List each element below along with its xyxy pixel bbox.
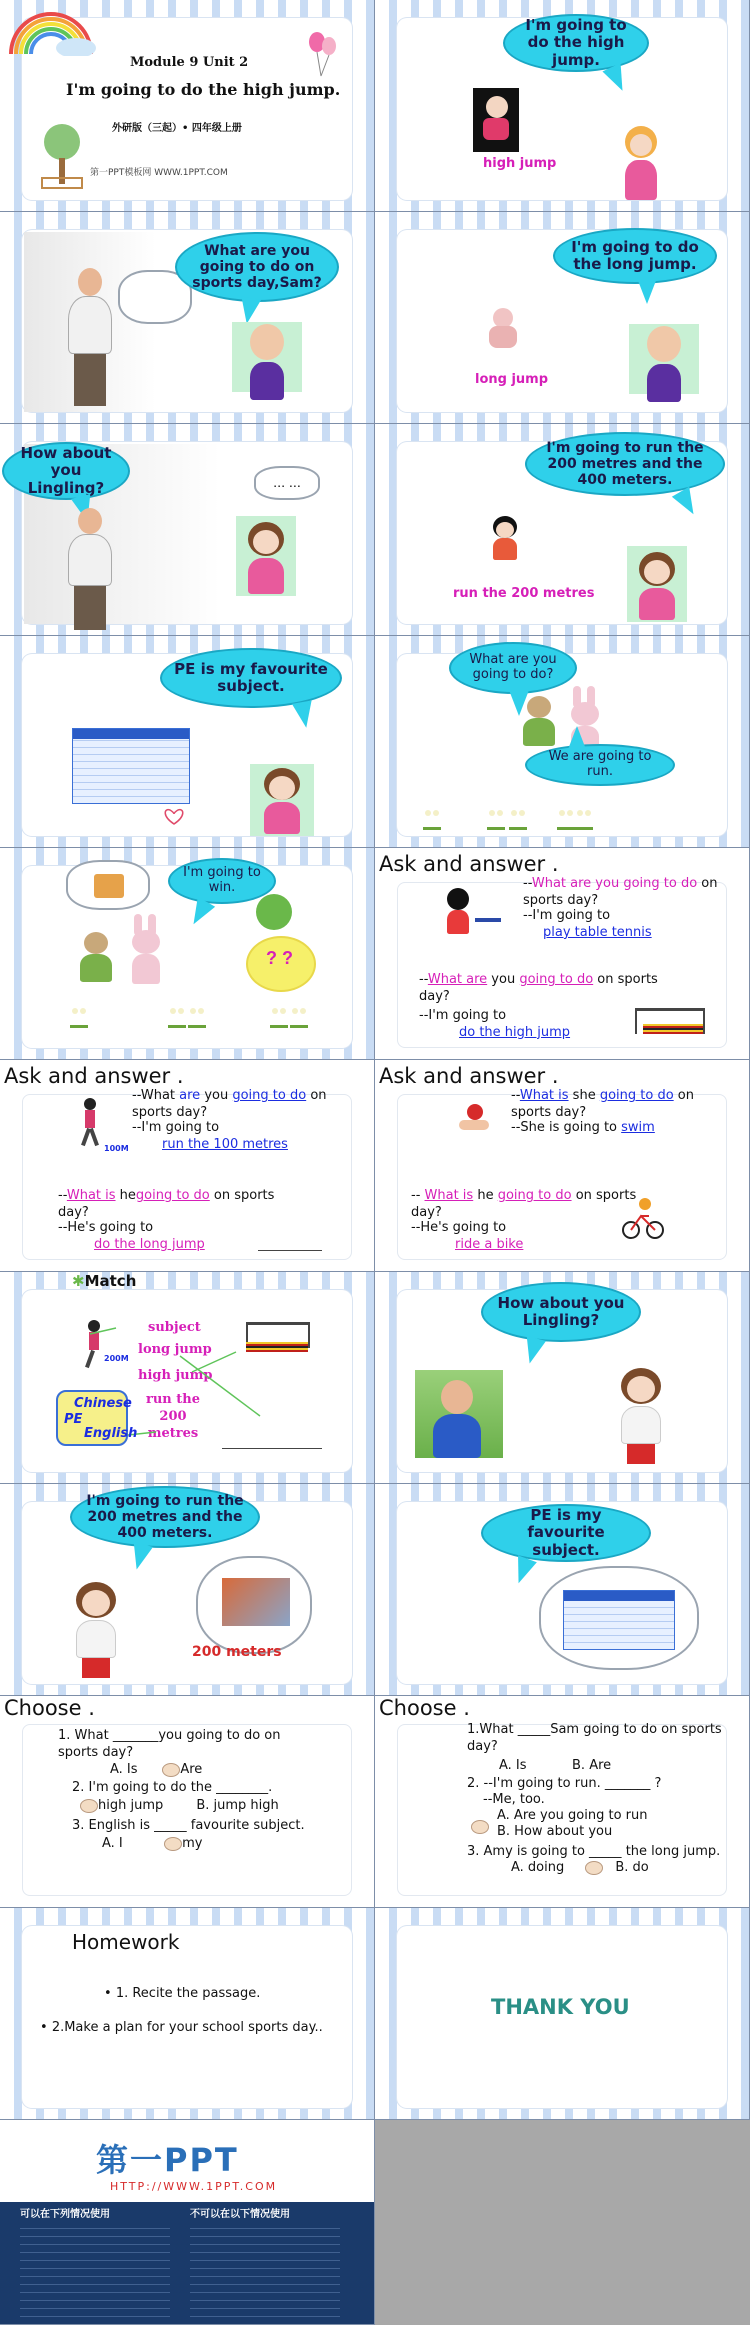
answer-1: --I'm going to run the 100 metres: [132, 1120, 288, 1152]
bubble-tail: [637, 278, 657, 304]
q3-options: A. I my: [102, 1836, 203, 1851]
speech-bubble: [160, 648, 342, 708]
pig-icon: [80, 1799, 98, 1813]
speech-bubble: [481, 1504, 651, 1562]
question-1: --What is she going to do on sports day?: [511, 1088, 694, 1120]
q1-options: A. Is B. Are: [499, 1758, 612, 1773]
lingling-image: [627, 546, 687, 622]
answer-2: --He's going to ride a bike: [411, 1220, 524, 1252]
q2-option-b: B. How about you: [497, 1824, 613, 1839]
answer-1: --She is going to swim: [511, 1120, 655, 1135]
q1-option-a: A. Is Are: [110, 1762, 203, 1777]
question-2: --What is hegoing to do on sports day?: [58, 1188, 275, 1220]
mat-image: [246, 1342, 308, 1352]
slide-2-high-jump[interactable]: [375, 0, 750, 212]
module-label: Module 9 Unit 2: [130, 55, 249, 70]
high-jump-bar-image: [635, 1008, 705, 1011]
rabbit-image: [124, 914, 168, 986]
q2-options: high jump B. jump high: [80, 1798, 279, 1815]
thank-you-text: THANK YOU: [491, 1995, 630, 2019]
question-2: 2. --I'm going to run. _______ ?: [467, 1776, 662, 1791]
subject-pe: PE: [64, 1412, 83, 1427]
speech-bubble: [525, 432, 725, 496]
pig-icon: [585, 1861, 603, 1875]
homework-item-1: • 1. Recite the passage.: [104, 1986, 261, 2001]
thought-cloud: [254, 466, 320, 500]
high-jump-caption: high jump: [483, 156, 557, 171]
bubble-text: I'm going to run the 200 metres and the 400 meters.: [546, 439, 704, 489]
cloud-text: … …: [273, 476, 301, 490]
q2-reply: --Me, too.: [483, 1792, 545, 1807]
speech-bubble: [70, 1486, 260, 1548]
heart-icon: [160, 808, 188, 826]
sam-image: [244, 324, 288, 402]
bike-icon: [621, 1196, 665, 1240]
flower-icon: [290, 1006, 308, 1028]
speech-bubble: [481, 1282, 641, 1342]
subject-chinese: Chinese: [74, 1396, 132, 1411]
park-scene-image: [415, 1370, 503, 1458]
slide-11-ask-answer[interactable]: [0, 1060, 375, 1272]
brand-url: HTTP://WWW.1PPT.COM: [110, 2180, 278, 2193]
flower-icon: [423, 808, 441, 830]
swimmer-image: [457, 1104, 491, 1134]
rainbow-icon: [6, 6, 96, 56]
bubble-text: I'm going to do the high jump.: [525, 16, 627, 69]
allowed-title: 可以在下列情况使用: [20, 2209, 110, 2220]
slide-17-choose[interactable]: [0, 1696, 375, 1908]
bubble-text: What are you going to do?: [469, 652, 557, 682]
brand-logo: 第一PPT: [96, 2141, 239, 2179]
thought-cloud: [196, 1556, 312, 1654]
flower-icon: [509, 808, 527, 830]
bubble-text: I'm going to do the long jump.: [571, 237, 699, 273]
fine-print-right: [190, 2228, 340, 2320]
fine-print-left: [20, 2228, 170, 2320]
slide-21-credits[interactable]: [0, 2120, 375, 2325]
match-item-high-jump: high jump: [138, 1368, 213, 1383]
table-tennis-image: [441, 888, 501, 944]
answer-1: --I'm going to play table tennis: [523, 908, 652, 940]
bubble-text: We are going to run.: [548, 749, 652, 779]
bubble-text: I'm going to win.: [183, 865, 261, 895]
question-1: 1.What _____Sam going to do on sports day?: [467, 1722, 722, 1754]
turtle-image: [519, 696, 559, 748]
slide-3-question-sam[interactable]: [0, 212, 375, 424]
question-3: 3. Amy is going to _____ the long jump.: [467, 1844, 721, 1859]
speech-bubble: [553, 228, 717, 284]
slide-1-title[interactable]: [0, 0, 375, 212]
subject-english: English: [84, 1426, 138, 1441]
empty-grid-cell: [375, 2120, 750, 2325]
slide-8-going-to-run[interactable]: [375, 636, 750, 848]
slide-19-homework[interactable]: [0, 1908, 375, 2120]
pig-icon: [471, 1820, 489, 1834]
long-jump-line: [258, 1250, 322, 1251]
flower-icon: [70, 1006, 88, 1028]
slide-16-pe-favourite[interactable]: [375, 1484, 750, 1696]
slide-heading: Choose .: [379, 1696, 470, 1720]
bubble-text: PE is my favourite subject.: [174, 659, 328, 695]
speech-bubble-1: [449, 642, 577, 694]
runner-image: [78, 1098, 102, 1148]
flower-icon: [487, 808, 505, 830]
question-mark-icon: ? ?: [266, 948, 293, 968]
timetable-image: [563, 1590, 675, 1650]
info-footer: [0, 2202, 375, 2325]
slide-14-how-about[interactable]: [375, 1272, 750, 1484]
bubble-text: PE is my favourite subject.: [527, 1506, 605, 1559]
question-1: --What are you going to do on sports day?: [132, 1088, 327, 1120]
slide-7-pe-favourite[interactable]: [0, 636, 375, 848]
slide-18-choose[interactable]: [375, 1696, 750, 1908]
sparkle-icon: ✱: [72, 1272, 85, 1290]
man-image: [60, 508, 120, 630]
slide-10-ask-answer[interactable]: [375, 848, 750, 1060]
girl-image: [619, 126, 663, 202]
question-3: 3. English is _____ favourite subject.: [72, 1818, 305, 1833]
q2-option-a: A. Are you going to run: [497, 1808, 648, 1823]
speech-bubble-2: [525, 744, 675, 786]
label-200m: 200M: [104, 1354, 129, 1363]
match-item-run: run the 200 metres: [145, 1392, 200, 1441]
tree-icon: [40, 120, 84, 194]
answer-2: --He's going to do the long jump: [58, 1220, 205, 1252]
question-cloud: [246, 936, 316, 992]
slide-heading: Ask and answer .: [379, 852, 559, 876]
speech-bubble: [503, 14, 649, 72]
slide-9-going-to-win[interactable]: [0, 848, 375, 1060]
question-2: 2. I'm going to do the ________.: [72, 1780, 273, 1795]
slide-15-run-200[interactable]: [0, 1484, 375, 1696]
pig-icon: [162, 1763, 180, 1777]
lingling-image: [236, 516, 296, 596]
flower-icon: [575, 808, 593, 830]
bubble-text: What are you going to do on sports day,Sam?: [192, 242, 322, 292]
long-jump-line: [222, 1448, 322, 1449]
high-jump-image: [473, 88, 519, 152]
flower-icon: [557, 808, 575, 830]
page-title: I'm going to do the high jump.: [66, 80, 341, 99]
slide-5-how-about[interactable]: [0, 424, 375, 636]
subject-box: [56, 1390, 138, 1446]
slide-heading: Choose .: [4, 1696, 95, 1720]
speech-bubble: [2, 442, 130, 500]
slide-heading: Ask and answer .: [4, 1064, 184, 1088]
slide-13-match[interactable]: [0, 1272, 375, 1484]
bubble-text: How about you Lingling?: [497, 1293, 625, 1329]
flower-icon: [270, 1006, 288, 1028]
runner-girl-image: [485, 516, 525, 576]
lingling-image: [611, 1368, 671, 1466]
long-jump-image: [485, 308, 521, 350]
runner-photo: [222, 1578, 290, 1626]
question-2: -- What is he going to do on sports day?: [411, 1188, 637, 1220]
label-100m: 100M: [104, 1144, 129, 1153]
slide-12-ask-answer[interactable]: [375, 1060, 750, 1272]
homework-item-2: • 2.Make a plan for your school sports day..: [40, 2020, 323, 2035]
man-image: [60, 268, 120, 418]
slide-4-long-jump[interactable]: [375, 212, 750, 424]
match-item-subject: subject: [148, 1320, 201, 1335]
turtle-image: [76, 932, 116, 984]
footer-label: 第一PPT模板网 WWW.1PPT.COM: [90, 168, 228, 178]
flower-icon: [168, 1006, 186, 1028]
forbidden-title: 不可以在以下情况使用: [190, 2209, 290, 2220]
timetable-image: [72, 728, 190, 804]
lingling-image: [250, 764, 314, 836]
slide-heading: Ask and answer .: [379, 1064, 559, 1088]
slide-6-run-200[interactable]: [375, 424, 750, 636]
long-jump-caption: long jump: [475, 372, 549, 387]
bubble-text: I'm going to run the 200 metres and the 400 meters.: [86, 1492, 244, 1542]
run-caption: 200 meters: [192, 1644, 282, 1660]
question-1: 1. What _______you going to do on sports day?: [58, 1728, 281, 1760]
slide-heading: ✱Match: [72, 1272, 137, 1290]
homework-heading: Homework: [72, 1930, 180, 1954]
match-item-long-jump: long jump: [138, 1342, 212, 1357]
bubble-tail: [567, 726, 587, 752]
lingling-image: [66, 1582, 126, 1680]
question-1: --What are you going to do on sports day?: [523, 876, 718, 908]
balloons-icon: [305, 30, 341, 78]
question-2: --What are you going to do on sports day?: [419, 972, 658, 1004]
bird-image: [252, 894, 296, 938]
q3-options: A. doing B. do: [511, 1860, 649, 1875]
publisher-label: 外研版（三起）• 四年级上册: [112, 123, 242, 134]
high-jump-bar-image: [246, 1322, 310, 1325]
thought-cloud: [539, 1566, 699, 1670]
speech-bubble: [175, 232, 339, 302]
slide-20-thank-you[interactable]: [375, 1908, 750, 2120]
bubble-text: How about you Lingling?: [20, 444, 112, 497]
mat-image: [643, 1024, 703, 1034]
pig-icon: [164, 1837, 182, 1851]
flower-icon: [188, 1006, 206, 1028]
answer-2: --I'm going to do the high jump: [419, 1008, 571, 1040]
run-caption: run the 200 metres: [453, 586, 595, 601]
thought-cloud: [66, 860, 150, 910]
bubble-tail: [292, 700, 316, 729]
sam-image: [641, 326, 685, 404]
